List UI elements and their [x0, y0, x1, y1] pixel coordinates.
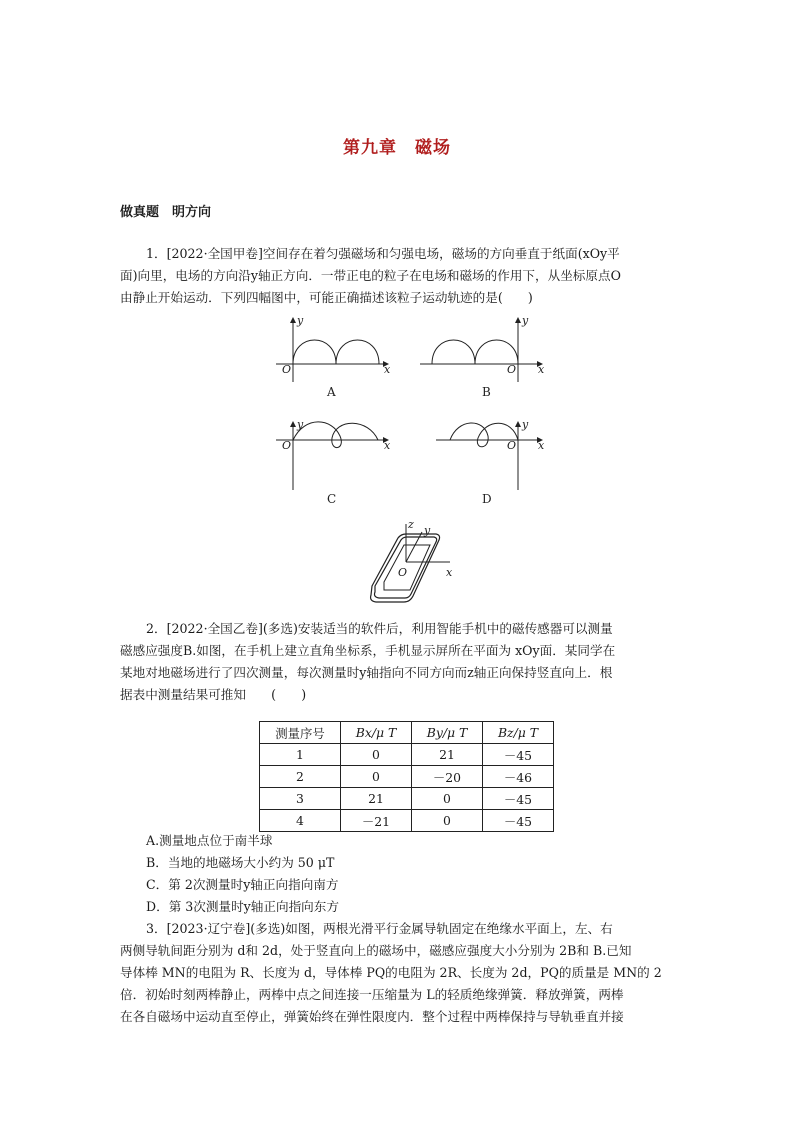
table-cell: 2: [260, 766, 341, 788]
phone-y-label: y: [424, 524, 431, 537]
table-cell: －45: [483, 788, 554, 810]
table-row: [260, 744, 554, 766]
fig-c-y-label: y: [297, 418, 304, 431]
table-cell: 4: [260, 810, 341, 832]
table-cell: －45: [483, 810, 554, 832]
fig-a-y-label: y: [297, 314, 304, 327]
q2-option-b: B．当地的地磁场大小约为 50 μT: [146, 855, 335, 870]
fig-d-origin: O: [507, 439, 517, 452]
phone-figure: [360, 516, 460, 616]
fig-b-origin: O: [507, 363, 517, 376]
phone-x-label: x: [446, 566, 453, 579]
q3-line-1: 3．[2023·辽宁卷](多选)如图，两根光滑平行金属导轨固定在绝缘水平面上，左、右: [146, 921, 613, 936]
table-cell: 21: [341, 788, 412, 810]
q3-line-2: 两侧导轨间距分别为 d和 2d，处于竖直向上的磁场中，磁感应强度大小分别为 2B和 B.已知: [120, 943, 632, 958]
fig-a-x-label: x: [384, 363, 391, 376]
q3-line-4: 倍．初始时刻两棒静止，两棒中点之间连接一压缩量为 L的轻质绝缘弹簧．释放弹簧，两棒: [120, 987, 624, 1002]
q2-option-d: D．第 3次测量时y轴正向指向东方: [146, 899, 339, 914]
table-cell: －21: [341, 810, 412, 832]
table-cell: －45: [483, 744, 554, 766]
fig-a-origin: O: [282, 363, 292, 376]
fig-c-caption: C: [327, 492, 337, 506]
table-cell: 0: [412, 810, 483, 832]
phone-z-label: z: [408, 518, 414, 531]
fig-c-origin: O: [282, 439, 292, 452]
table-cell: 0: [341, 744, 412, 766]
measurement-table: [259, 721, 554, 832]
phone-origin: O: [398, 566, 408, 579]
q2-option-a: A.测量地点位于南半球: [146, 833, 273, 848]
q1-figures: [260, 310, 560, 510]
fig-a-caption: A: [327, 385, 336, 399]
q1-line-2: 面)向里，电场的方向沿y轴正方向．一带正电的粒子在电场和磁场的作用下，从坐标原点O: [120, 268, 621, 283]
q1-line-1: 1．[2022·全国甲卷]空间存在着匀强磁场和匀强电场，磁场的方向垂直于纸面(xOy平: [146, 246, 620, 261]
fig-b-x-label: x: [538, 363, 545, 376]
q1-line-3: 由静止开始运动．下列四幅图中，可能正确描述该粒子运动轨迹的是( ): [120, 290, 533, 305]
table-cell: 3: [260, 788, 341, 810]
table-header-cell: 测量序号: [260, 722, 341, 744]
fig-d-x-label: x: [538, 439, 545, 452]
table-row: [260, 810, 554, 832]
fig-b-y-label: y: [522, 314, 529, 327]
table-cell: －20: [412, 766, 483, 788]
q2-option-c: C．第 2次测量时y轴正向指向南方: [146, 877, 339, 892]
table-header-row: [260, 722, 554, 744]
table-header-cell: Bz/μ T: [483, 722, 554, 744]
table-header-cell: Bx/μ T: [341, 722, 412, 744]
q3-line-3: 导体棒 MN的电阻为 R、长度为 d，导体棒 PQ的电阻为 2R、长度为 2d，PQ的质量是 MN的 2: [120, 965, 662, 980]
fig-d-caption: D: [482, 492, 492, 506]
figure-c: [276, 422, 388, 490]
table-row: [260, 788, 554, 810]
section-heading: 做真题 明方向: [120, 205, 212, 220]
q3-line-5: 在各自磁场中运动直至停止，弹簧始终在弹性限度内．整个过程中两棒保持与导轨垂直并接: [120, 1009, 624, 1024]
table-cell: 0: [341, 766, 412, 788]
q2-line-4: 据表中测量结果可推知 ( ): [120, 687, 307, 702]
q2-line-3: 某地对地磁场进行了四次测量，每次测量时y轴指向不同方向而z轴正向保持竖直向上．根: [120, 665, 613, 680]
q2-line-2: 磁感应强度B.如图，在手机上建立直角坐标系，手机显示屏所在平面为 xOy面．某同学在: [120, 643, 616, 658]
fig-b-caption: B: [482, 385, 491, 399]
table-cell: 1: [260, 744, 341, 766]
figure-b: [420, 318, 542, 382]
page-title: 第九章 磁场: [343, 138, 451, 158]
table-cell: －46: [483, 766, 554, 788]
fig-d-y-label: y: [522, 418, 529, 431]
table-header-cell: By/μ T: [412, 722, 483, 744]
table-cell: 21: [412, 744, 483, 766]
q2-line-1: 2．[2022·全国乙卷](多选)安装适当的软件后，利用智能手机中的磁传感器可以测量: [146, 621, 613, 636]
fig-c-x-label: x: [384, 439, 391, 452]
figure-a: [276, 318, 388, 382]
table-cell: 0: [412, 788, 483, 810]
table-row: [260, 766, 554, 788]
figure-d: [436, 422, 542, 490]
